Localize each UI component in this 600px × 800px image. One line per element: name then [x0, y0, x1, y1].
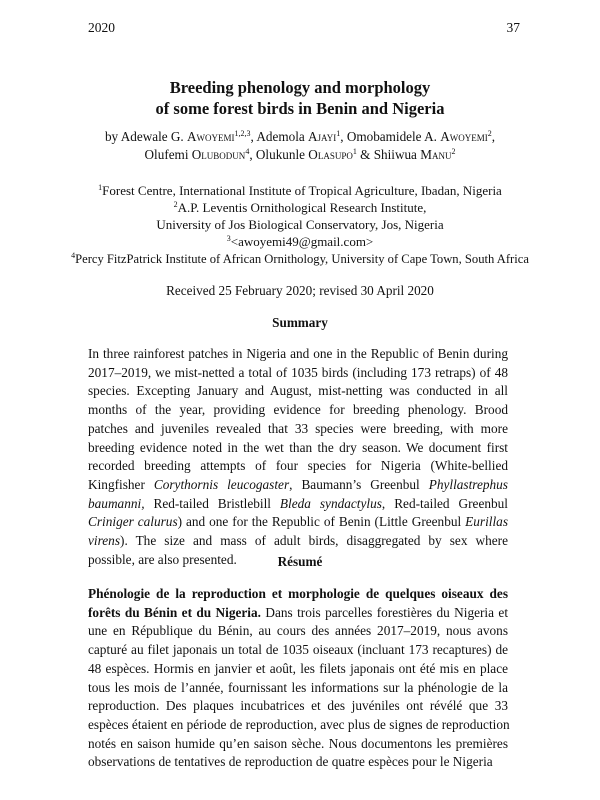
author-2: Ademola Ajayi$^1$,	[256, 129, 344, 144]
resume-line: forêts du Bénin et du Nigeria. Dans trois parcelles forestières du Nigeria et	[88, 604, 509, 620]
author-5: Olukunle Olasupo$^1$	[255, 147, 357, 162]
author-6: Shiiwua Manu$^2$	[373, 147, 456, 162]
resume-paragraph	[88, 585, 508, 772]
summary-line: recorded breeding attempts of four species for Nigeria (White-bellied	[88, 458, 508, 474]
running-header-year: 2020	[88, 20, 115, 35]
article-title-line-1: Breeding phenology and morphology	[169, 78, 431, 97]
summary-line: baumanni, Red-tailed Bristlebill Bleda syndactylus, Red-tailed Greenbul	[88, 495, 508, 511]
received-date: Received 25 February 2020; revised 30 April 2020	[166, 283, 434, 298]
summary-line: Kingfisher Corythornis leucogaster, Baumann’s Greenbul Phyllastrephus	[88, 476, 508, 492]
by-word: by	[104, 129, 119, 144]
email-address: $^3$<awoyemi49@gmail.com>	[226, 234, 374, 249]
summary-line: 2017–2019, we mist-netted a total of 1035 birds (including 173 retraps) of 48	[88, 364, 508, 380]
author-line-2	[0, 146, 600, 164]
summary-line: months of the year, providing evidence for breeding phenology. Brood	[88, 402, 508, 418]
article-title-line-2: of some forest birds in Benin and Nigeria	[155, 99, 445, 118]
author-4: Olufemi Olubodun$^4$,	[144, 147, 253, 162]
author-line-1	[0, 128, 600, 146]
resume-line: 48 espèces. Hormis en janvier et août, les filets japonais ont été mis en place	[88, 660, 508, 676]
summary-line: In three rainforest patches in Nigeria and one in the Republic of Benin during	[88, 346, 508, 361]
ampersand: &	[360, 147, 371, 162]
summary-line: possible, are also presented.	[88, 551, 237, 567]
resume-line: reproduction. Des plaques incubatrices et des juvéniles ont révélé que 33	[88, 698, 508, 714]
summary-paragraph	[88, 345, 508, 569]
summary-line: species. Excepting January and August, mist-netting was conducted in all	[88, 383, 508, 399]
resume-line: observations de tentatives de reproduction de quatre espèces pour le Nigeria	[88, 754, 493, 770]
summary-heading: Summary	[272, 315, 328, 330]
summary-line: patches and juveniles revealed that 33 species were breeding, with more	[88, 420, 508, 436]
author-1: Adewale G. Awoyemi$^{1,2,3}$,	[120, 129, 254, 144]
resume-line: tous les mois de l’année, fournissant les informations sur la phénologie de la	[88, 679, 508, 695]
summary-line: virens). The size and mass of adult birds, disaggregated by sex where	[88, 533, 508, 549]
resume-line: Phénologie de la reproduction et morphologie de quelques oiseaux des	[88, 586, 508, 601]
resume-heading: Résumé	[277, 554, 323, 569]
summary-line: Criniger calurus) and one for the Republic of Benin (Little Greenbul Eurillas	[88, 514, 508, 530]
summary-line: breeding evidence noted in the wet than the dry season. We document first	[88, 439, 508, 455]
affiliation-1: $^1$Forest Centre, International Institute of Tropical Agriculture, Ibadan, Nigeria	[98, 183, 502, 198]
resume-line: une en République du Bénin, au cours des années 2017–2019, nous avons	[88, 623, 508, 639]
affiliation-4: $^4$Percy FitzPatrick Institute of African Ornithology, University of Cape Town, South Africa	[71, 251, 529, 266]
resume-line: espèces étaient en période de reproduction, avec plus de signes de reproduction	[88, 716, 510, 732]
page-number: 37	[506, 20, 520, 35]
resume-line: notés en saison humide qu’en saison sèche. Nous documentons les premières	[88, 735, 508, 751]
affiliation-2: $^2$A.P. Leventis Ornithological Research Institute,	[173, 200, 427, 215]
affiliation-2-cont: University of Jos Biological Conservatory, Jos, Nigeria	[156, 217, 444, 232]
resume-line: capturé au filet japonais un total de 1035 oiseaux (incluant 173 recaptures) de	[88, 642, 508, 658]
author-3: Omobamidele A. Awoyemi$^2$,	[346, 129, 496, 144]
